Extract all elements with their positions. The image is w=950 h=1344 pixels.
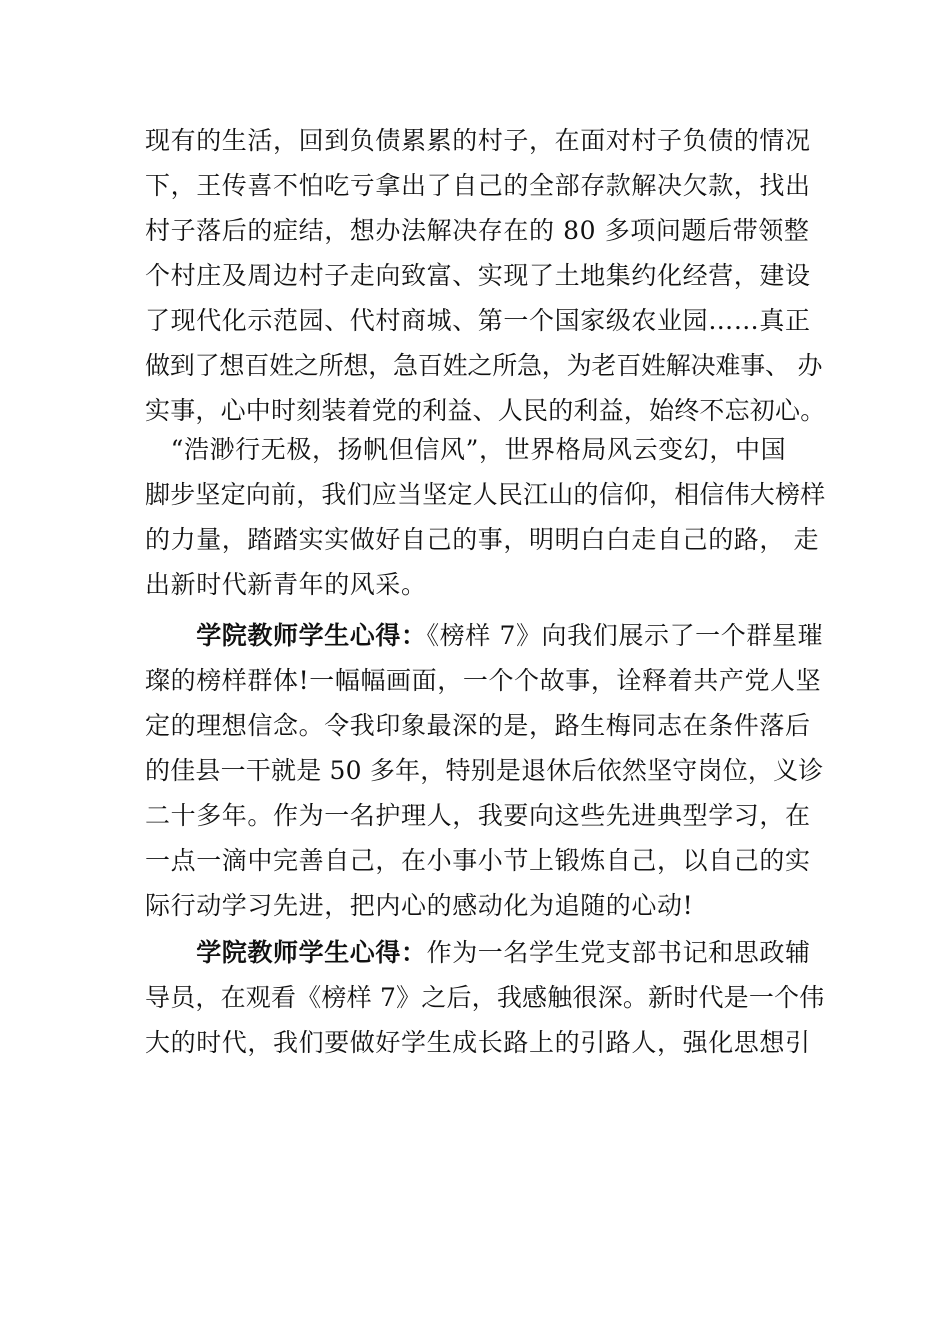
- paragraph-1: [145, 118, 825, 433]
- text-line: 了现代化示范园、代村商城、第一个国家级农业园……真正: [145, 306, 811, 335]
- text-line: 做到了想百姓之所想，急百姓之所急，为老百姓解决难事、 办: [145, 351, 823, 380]
- paragraph-lead-label: 学院教师学生心得：: [145, 621, 427, 650]
- text-line: 二十多年。作为一名护理人，我要向这些先进典型学习，在: [145, 801, 811, 830]
- text-segment: 《榜样 7》向我们展示了一个群星璀: [426, 621, 824, 650]
- text-line: 际行动学习先进，把内心的感动化为追随的心动!: [145, 891, 694, 920]
- paragraph-lead-label: 学院教师学生心得：: [145, 938, 427, 967]
- text-line: “浩渺行无极，扬帆但信风”，世界格局风云变幻，中国: [145, 435, 787, 464]
- text-line: 出新时代新青年的风采。: [145, 570, 427, 599]
- text-line: 村子落后的症结，想办法解决存在的 80 多项问题后带领整: [145, 216, 810, 245]
- paragraph-3: [145, 613, 825, 928]
- paragraph-2: [145, 427, 825, 607]
- text-line: 实事，心中时刻装着党的利益、人民的利益，始终不忘初心。: [145, 396, 826, 425]
- text-line: 个村庄及周边村子走向致富、实现了土地集约化经营，建设: [145, 261, 811, 290]
- text-segment: 作为一名学生党支部书记和思政辅: [426, 938, 811, 967]
- text-line: 现有的生活，回到负债累累的村子，在面对村子负债的情况: [145, 126, 811, 155]
- paragraph-4: [145, 930, 825, 1065]
- text-line: 脚步坚定向前，我们应当坚定人民江山的信仰，相信伟大榜样: [145, 480, 826, 509]
- text-line: [145, 613, 825, 658]
- text-line: 的佳县一干就是 50 多年，特别是退休后依然坚守岗位，义诊: [145, 756, 824, 785]
- text-line: 大的时代，我们要做好学生成长路上的引路人，强化思想引: [145, 1028, 811, 1057]
- text-line: 导员，在观看《榜样 7》之后，我感触很深。新时代是一个伟: [145, 983, 825, 1012]
- text-line: [145, 930, 825, 975]
- text-line: 定的理想信念。令我印象最深的是，路生梅同志在条件落后: [145, 711, 811, 740]
- text-line: 璨的榜样群体!一幅幅画面，一个个故事，诠释着共产党人坚: [145, 666, 822, 695]
- text-line: 下，王传喜不怕吃亏拿出了自己的全部存款解决欠款，找出: [145, 171, 811, 200]
- text-line: 一点一滴中完善自己，在小事小节上锻炼自己，以自己的实: [145, 846, 811, 875]
- text-line: 的力量，踏踏实实做好自己的事，明明白白走自己的路， 走: [145, 525, 820, 554]
